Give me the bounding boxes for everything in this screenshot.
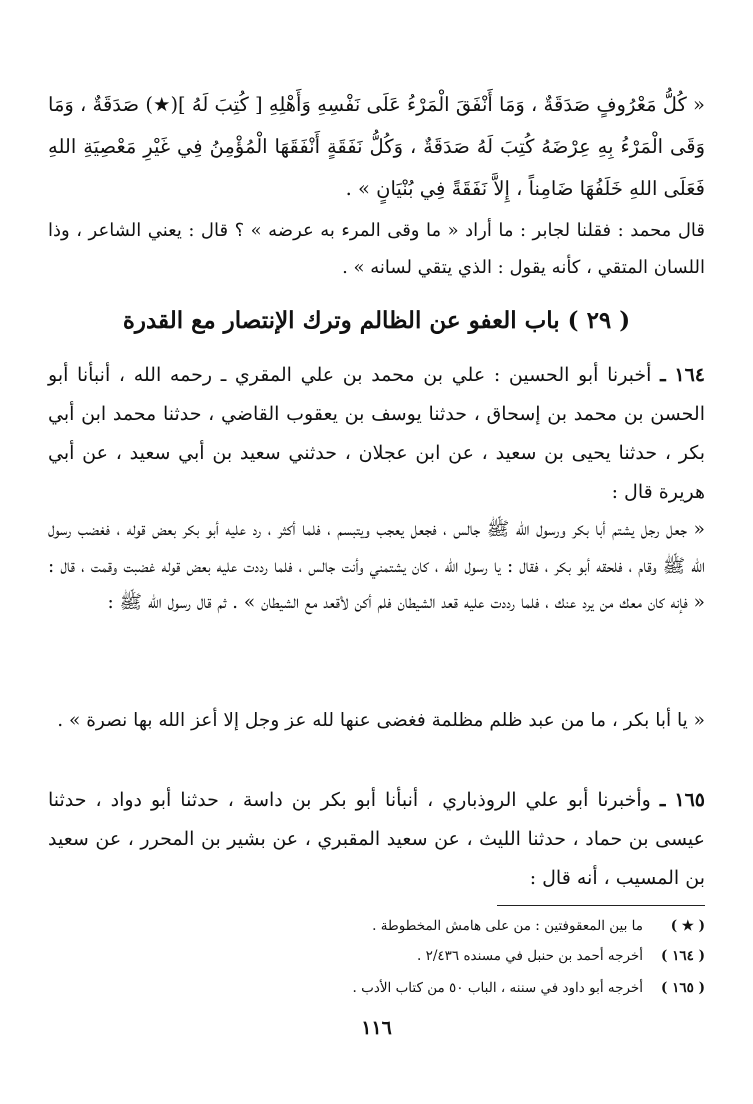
footnote [120,946,705,966]
isnad-text: أخبرنا أبو الحسين : علي بن محمد بن علي المقري ـ رحمه الله ، أنبأنا أبو الحسن بن محمد بن إسحاق ، حدثنا يوسف بن يعقوب القاضي ، حدثنا محمد ابن أبي بكر ، حدثنا يحيى بن سعيد ، عن ابن عجلان ، حدثني سعيد بن أبي سعيد ، عن أبي هريرة قال : [48,364,705,503]
page-number: ١١٦ [361,1017,392,1039]
footnote-text: أخرجه أحمد بن حنبل في مسنده ٢/٤٣٦ . [417,948,643,964]
footnote-mark: ( ★ ) [670,918,705,934]
footnote-text: أخرجه أبو داود في سننه ، الباب ٥٠ من كتاب الأدب . [352,980,643,996]
hadith-165-chain [48,781,705,898]
chapter-heading: ( ٢٩ ) باب العفو عن الظالم وترك الإنتصار مع القدرة [122,307,631,334]
hadith-dash: ـ [660,364,666,386]
hadith-number: ١٦٥ [674,789,706,811]
isnad-text: وأخبرنا أبو علي الروذباري ، أنبأنا أبو بكر بن داسة ، حدثنا أبو دواد ، حدثنا عيسى بن حماد ، حدثنا الليث ، عن سعيد المقبري ، عن بشير بن المحرر ، عن سعيد بن المسيب ، أنه قال : [48,789,705,889]
hadith-quote: « كُلُّ مَعْرُوفٍ صَدَقَةٌ ، وَمَا أَنْفَقَ الْمَرْءُ عَلَى نَفْسِهِ وَأَهْلِهِ [ كُتِبَ لَهُ ](★) صَدَقَةٌ ، وَمَا وَقَى الْمَرْءُ بِهِ عِرْضَهُ كُتِبَ لَهُ صَدَقَةٌ ، وَكُلُّ نَفَقَةٍ أَنْفَقَهَا الْمُؤْمِنُ فِي غَيْرِ مَعْصِيَةِ اللهِ فَعَلَى اللهِ خَلَفُهَا ضَامِناً ، إِلاَّ نَفَقَةً فِي بُنْيَانٍ » . [48,93,705,200]
hadith-dash: ـ [659,789,666,811]
footnote-mark: ( ١٦٤ ) [661,948,705,964]
footnote [120,916,705,936]
hadith-164-text: « جعل رجل يشتم أبا بكر ورسول الله ﷺ جالس ، فجعل يعجب ويتبسم ، فلما أكثر ، رد عليه أبو بكر بعض قوله ، فغضب رسول الله ﷺ وقام ، فلحقه أبو بكر ، فقال : يا رسول الله ، كان يشتمني وأنت جالس ، فلما رددت عليه بعض قوله غضبت وقمت ، قال : « فإنه كان معك من يرد عنك ، فلما رددت عليه قعد الشيطان فلم أكن لأقعد مع الشيطان » . ثم قال رسول الله ﷺ : [48,519,705,613]
hadith-164-chain [48,356,705,512]
hadith-164-saying: « يا أبا بكر ، ما من عبد ظلم مظلمة فغضى عنها لله عز وجل إلا أعز الله بها نصرة » . [57,710,705,731]
hadith-number: ١٦٤ [674,364,706,386]
footnote-text: ما بين المعقوفتين : من على هامش المخطوطة . [372,918,643,934]
footnote [120,978,705,998]
commentary-paragraph: قال محمد : فقلنا لجابر : ما أراد « ما وقى المرء به عرضه » ؟ قال : يعني الشاعر ، وذا اللسان المتقي ، كأنه يقول : الذي يتقي لسانه » . [48,220,705,278]
footnote-mark: ( ١٦٥ ) [661,980,705,996]
footnote-divider [497,905,705,906]
